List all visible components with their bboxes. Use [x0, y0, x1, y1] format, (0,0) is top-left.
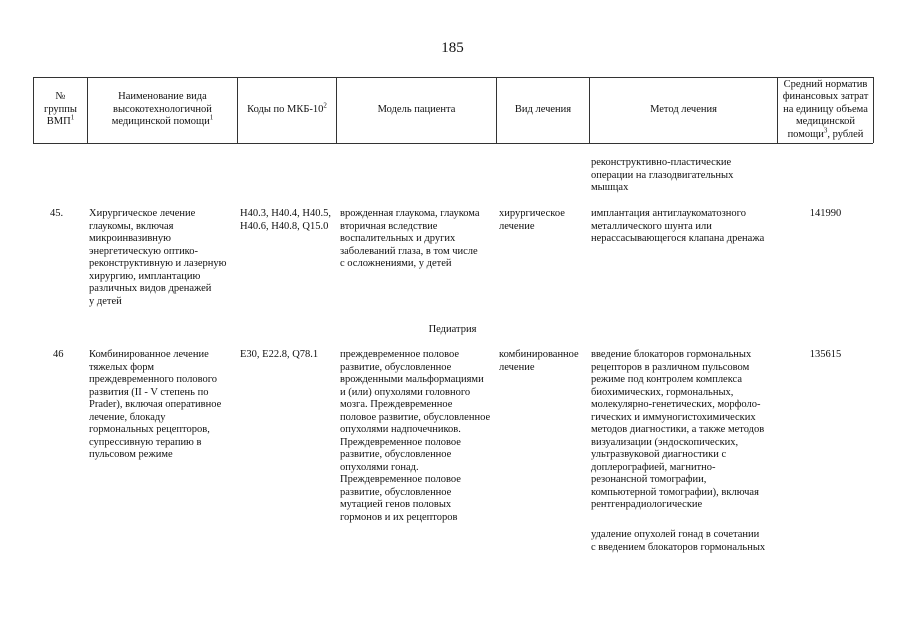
row-46-codes: Е30, Е22.8, Q78.1 [240, 349, 319, 360]
row-46-treatment-type: комбинированное лечение [499, 349, 579, 373]
row-45-cost: 141990 [809, 208, 842, 219]
section-title: Педиатрия [428, 324, 477, 335]
header-treatment-method: Метод лечения [650, 103, 717, 115]
row-46-patient-model: преждевременное половое развитие, обусловленное врожденными мальформациями и (или) опухолями головного мозга. Преждевременное половое развитие, обусловленное опухолями надпочечников. Преждевременное половое развитие, обусловленное опухолями гонад. Преждевременное половое развитие, обусловленное мутацией генов половых гормонов и их рецепторов [340, 349, 491, 523]
header-patient-model: Модель пациента [377, 103, 456, 115]
row-45-number: 45. [50, 208, 64, 219]
row-45-name: Хирургическое лечение глаукомы, включая микроинвазивную энергетическую оптико- реконструктивную и лазерную хирургию, имплантацию различных видов дренажей у детей [89, 208, 227, 307]
row-46-method-2: удаление опухолей гонад в сочетании с введением блокаторов гормональных [591, 529, 766, 553]
header-average-cost: Средний норматив финансовых затрат на единицу объема медицинской помощи$^3$, рублей [782, 78, 869, 140]
header-group-number: № группы ВМП$^1$ [44, 91, 77, 128]
row-45-codes: Н40.3, Н40.4, Н40.5, Н40.6, Н40.8, Q15.0 [240, 208, 331, 232]
header-icd-codes: Коды по МКБ-$10^2$ [247, 101, 327, 115]
header-bottom-border [33, 143, 873, 144]
header-treatment-type: Вид лечения [514, 103, 572, 115]
row-45-method: имплантация антиглаукоматозного металлического шунта или нерассасывающегося клапана дренажа [591, 208, 765, 244]
row-45-patient-model: врожденная глаукома, глаукома вторичная вследствие воспалительных и других заболеваний глаза, в том числе с осложнениями, у детей [340, 208, 480, 269]
row-45-treatment-type: хирургическое лечение [499, 208, 565, 232]
row-46-number: 46 [53, 349, 64, 360]
header-care-type: Наименование вида высокотехнологичной медицинской помощи$^1$ [111, 91, 214, 128]
continuation-method: реконструктивно-пластические операции на глазодвигательных мышцах [591, 157, 734, 193]
row-46-name: Комбинированное лечение тяжелых форм преждевременного полового развития (II - V степень по Prader), включая оперативное лечение, блокаду гормональных рецепторов, супрессивную терапию в пульсовом режиме [89, 349, 222, 460]
row-46-method: введение блокаторов гормональных рецепторов в различном пульсовом режиме под контролем комплекса биохимических, гормональных, молекулярно-генетических, морфоло- гических и иммуногистохимических методов диагностики, а также методов визуализации (эндоскопических, ультразвуковой диагностики с доплерографией, магнитно- резонансной томографии, компьютерной томографии), включая рентгенрадиологические [591, 349, 765, 510]
page-number: 185 [441, 40, 464, 56]
row-46-cost: 135615 [809, 349, 842, 360]
